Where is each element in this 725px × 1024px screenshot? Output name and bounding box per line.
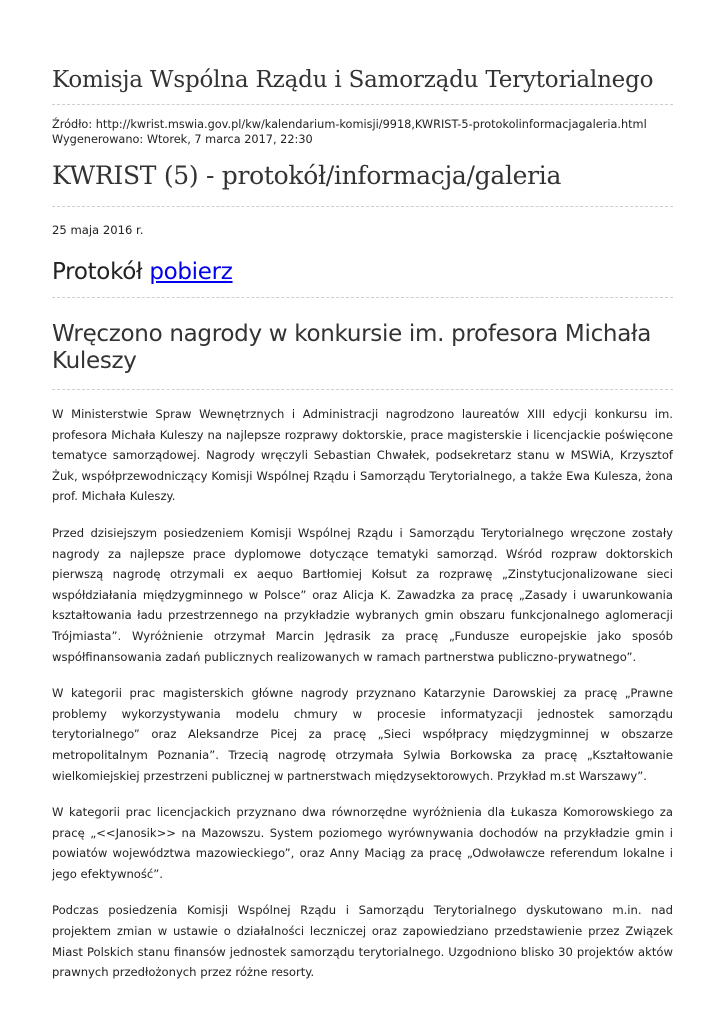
article-body xyxy=(52,404,673,983)
protokol-download-link[interactable]: pobierz xyxy=(149,259,233,285)
site-title: Komisja Wspólna Rządu i Samorządu Terytorialnego xyxy=(52,67,654,93)
separator xyxy=(52,206,673,207)
document-date: 25 maja 2016 r. xyxy=(52,223,144,237)
article-paragraph: W Ministerstwie Spraw Wewnętrznych i Administracji nagrodzono laureatów XIII edycji konkursu im. profesora Michała Kuleszy na najlepsze rozprawy doktorskie, prace magisterskie i licencjackie poświęcone tematyce samorządowej. Nagrody wręczyli Sebastian Chwałek, podsekretarz stanu w MSWiA, Krzysztof Żuk, współprzewodniczący Komisji Wspólnej Rządu i Samorządu Terytorialnego, a także Ewa Kulesza, żona prof. Michała Kuleszy. xyxy=(52,407,673,504)
generated-date-line: Wygenerowano: Wtorek, 7 marca 2017, 22:30 xyxy=(52,133,313,146)
protokol-heading xyxy=(52,257,673,287)
protokol-label: Protokół xyxy=(52,259,143,285)
article-paragraph: Podczas posiedzenia Komisji Wspólnej Rządu i Samorządu Terytorialnego dyskutowano m.in. nad projektem zmian w ustawie o działalności leczniczej oraz zapowiedziano przedstawienie przez Związek Miast Polskich stanu finansów jednostek samorządu terytorialnego. Uzgodniono blisko 30 projektów aktów prawnych przedłożonych przez różne resorty. xyxy=(52,903,673,980)
separator xyxy=(52,104,673,105)
article-title: Wręczono nagrody w konkursie im. profesora Michała Kuleszy xyxy=(52,321,652,374)
separator xyxy=(52,297,673,298)
article-paragraph: W kategorii prac licencjackich przyznano dwa równorzędne wyróżnienia dla Łukasza Komorowskiego za pracę „<<Janosik>> na Mazowszu. System poziomego wyrównywania dochodów na przykładzie gmin i powiatów województwa mazowieckiego”, oraz Anny Maciąg za pracę „Odwoławcze referendum lokalne i jego efektywność”. xyxy=(52,805,673,881)
article-paragraph: Przed dzisiejszym posiedzeniem Komisji Wspólnej Rządu i Samorządu Terytorialnego wręczone zostały nagrody za najlepsze prace dyplomowe dotyczące tematyki samorząd. Wśród rozpraw doktorskich pierwszą nagrodę otrzymali ex aequo Bartłomiej Kołsut za rozprawę „Zinstytucjonalizowane sieci współdziałania międzygminnego w Polsce” oraz Alicja K. Zawadzka za pracę „Zasady i uwarunkowania kształtowania ładu przestrzennego na przykładzie wybranych gmin obszaru funkcjonalnego aglomeracji Trójmiasta”. Wyróżnienie otrzymał Marcin Jędrasik za pracę „Fundusze europejskie jako sposób współfinansowania zadań publicznych realizowanych w ramach partnerstwa publiczno-prywatnego”. xyxy=(52,525,673,664)
source-url-line: Źródło: http://kwrist.mswia.gov.pl/kw/kalendarium-komisji/9918,KWRIST-5-protokolinformacjagaleria.html xyxy=(52,118,647,131)
separator xyxy=(52,389,673,390)
article-paragraph: W kategorii prac magisterskich główne nagrody przyznano Katarzynie Darowskiej za pracę „Prawne problemy wykorzystywania modelu chmury w procesie informatyzacji jednostek samorządu terytorialnego” oraz Aleksandrze Picej za pracę „Sieci współpracy międzygminnej w obszarze metropolitalnym Poznania”. Trzecią nagrodę otrzymała Sylwia Borkowska za pracę „Kształtowanie wielkomiejskiej przestrzeni publicznej w partnerstwach międzysektorowych. Przykład m.st Warszawy”. xyxy=(52,686,673,783)
source-meta xyxy=(52,117,673,147)
document-title: KWRIST (5) - protokół/informacja/galeria xyxy=(52,161,562,190)
